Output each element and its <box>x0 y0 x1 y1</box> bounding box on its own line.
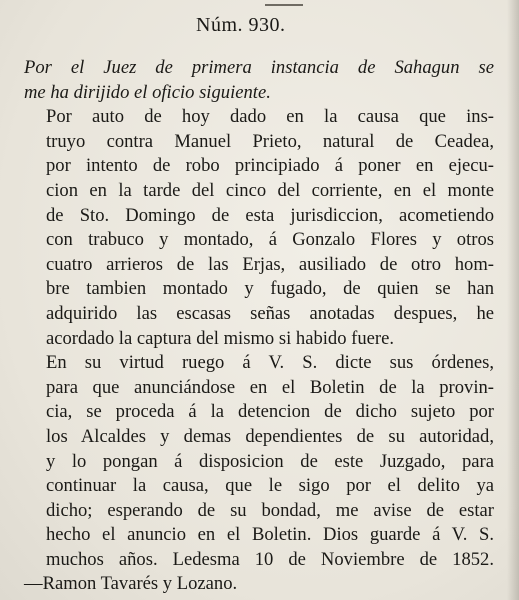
page-edge-shadow <box>507 0 519 600</box>
body-line: con trabuco y montado, á Gonzalo Flores y otros <box>46 229 494 251</box>
body-line: adquirido las escasas señas anotadas despues, he <box>46 302 494 324</box>
intro-line: me ha dirijido el oficio siguiente. <box>24 81 271 103</box>
body-paragraph-2 <box>24 351 494 572</box>
body-line: los Alcaldes y demas dependientes de su autoridad, <box>46 425 494 447</box>
body-line: cion en la tarde del cinco del corriente, en el monte <box>46 179 494 201</box>
body-line: y lo pongan á disposicion de este Juzgado, para <box>46 450 494 472</box>
body-line: cuatro arrieros de las Erjas, ausiliado de otro hom- <box>46 253 494 275</box>
body-line: muchos años. Ledesma 10 de Noviembre de 1852. <box>46 548 494 570</box>
body-line: por intento de robo principiado á poner en ejecu- <box>46 155 494 177</box>
body-line: hecho el anuncio en el Boletin. Dios guarde á V. S. <box>46 524 494 546</box>
body-line: continuar la causa, que le sigo por el delito ya <box>46 475 494 497</box>
notice-number: Núm. 930. <box>196 14 286 36</box>
intro-paragraph <box>24 56 494 105</box>
body-line: En su virtud ruego á V. S. dicte sus órdenes, <box>46 352 494 374</box>
signature: —Ramon Tavarés y Lozano. <box>24 573 238 595</box>
body-line: cia, se proceda á la detencion de dicho sujeto por <box>46 401 494 423</box>
body-line: para que anunciándose en el Boletin de la provin- <box>46 376 494 398</box>
body-line: bre tambien montado y fugado, de quien se han <box>46 278 494 300</box>
intro-line: Por el Juez de primera instancia de Sahagun se <box>24 57 494 78</box>
body-line: Por auto de hoy dado en la causa que ins- <box>46 106 494 128</box>
body-paragraph-1 <box>24 105 494 351</box>
body-line: dicho; esperando de su bondad, me avise de estar <box>46 499 494 521</box>
body-line: acordado la captura del mismo si habido fuere. <box>46 327 394 349</box>
body-line: truyo contra Manuel Prieto, natural de Ceadea, <box>46 130 494 152</box>
header-rule <box>265 4 303 6</box>
article-column <box>24 56 494 597</box>
body-line: de Sto. Domingo de esta jurisdiccion, acometiendo <box>46 204 494 226</box>
